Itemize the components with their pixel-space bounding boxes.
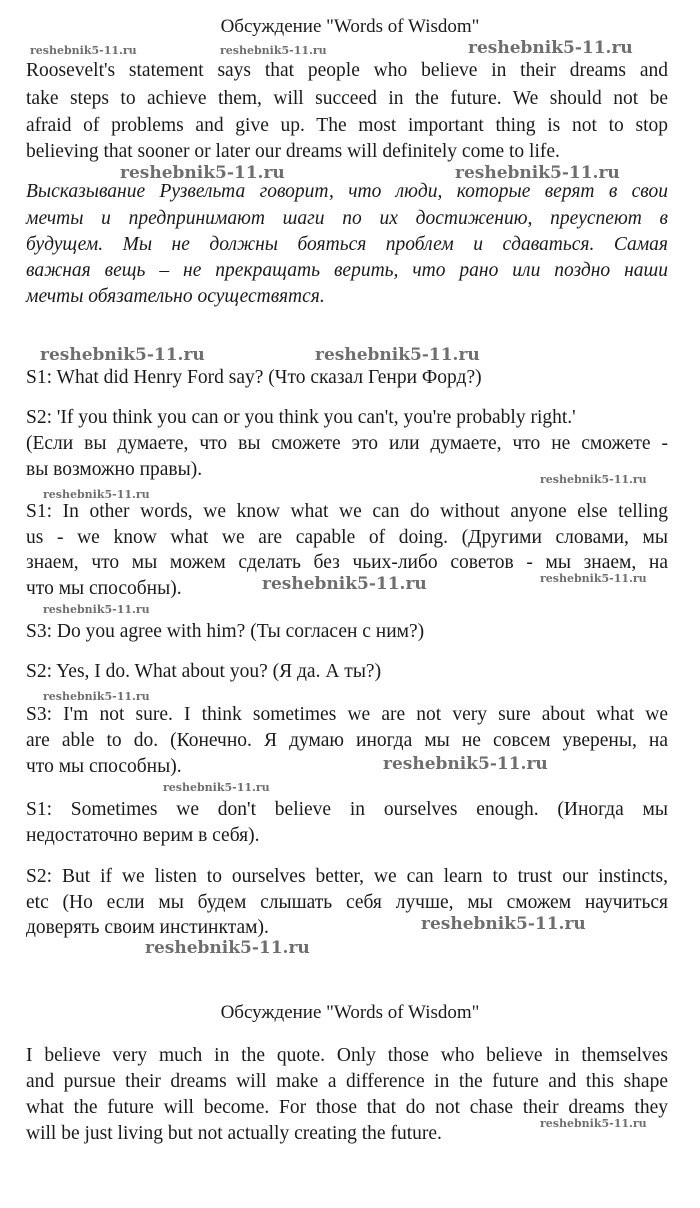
dialogue-line: недостаточно верим в себя).: [26, 825, 260, 846]
watermark: reshebnik5-11.ru: [163, 781, 270, 794]
dialogue-line: доверять своим инстинктам).: [26, 917, 269, 938]
english-line: what the future will become. For those that do not chase their dreams they: [26, 1097, 668, 1118]
watermark: reshebnik5-11.ru: [30, 44, 137, 57]
dialogue-line: что мы способны).: [26, 578, 182, 599]
english-line: will be just living but not actually creating the future.: [26, 1123, 442, 1144]
watermark: reshebnik5-11.ru: [145, 938, 310, 958]
dialogue-line: S2: Yes, I do. What about you? (Я да. А ты?): [26, 661, 382, 682]
dialogue-line: вы возможно правы).: [26, 459, 203, 480]
dialogue-line: S2: But if we listen to ourselves better, we can learn to trust our instincts,: [26, 866, 668, 887]
watermark: reshebnik5-11.ru: [43, 488, 150, 501]
dialogue-line: S1: In other words, we know what we can do without anyone else telling: [26, 501, 668, 522]
dialogue-line: S3: I'm not sure. I think sometimes we are not very sure about what we: [26, 704, 668, 725]
watermark: reshebnik5-11.ru: [540, 1117, 647, 1130]
dialogue-line: etc (Но если мы будем слышать себя лучше, мы сможем научиться: [26, 892, 668, 913]
dialogue-line: are able to do. (Конечно. Я думаю иногда мы не совсем уверены, на: [26, 730, 668, 751]
russian-line: важная вещь – не прекращать верить, что рано или поздно наши: [26, 260, 668, 281]
english-line: and pursue their dreams will make a difference in the future and this shape: [26, 1071, 668, 1092]
watermark: reshebnik5-11.ru: [262, 574, 427, 594]
dialogue-line: S2: 'If you think you can or you think you can't, you're probably right.': [26, 407, 576, 428]
english-line: afraid of problems and give up. The most important thing is not to stop: [26, 115, 668, 136]
english-line: Roosevelt's statement says that people who believe in their dreams and: [26, 60, 668, 81]
dialogue-line: S3: Do you agree with him? (Ты согласен с ним?): [26, 621, 425, 642]
watermark: reshebnik5-11.ru: [421, 914, 586, 934]
dialogue-line: S1: Sometimes we don't believe in ourselves enough. (Иногда мы: [26, 799, 668, 820]
watermark: reshebnik5-11.ru: [43, 690, 150, 703]
russian-line: Высказывание Рузвельта говорит, что люди, которые верят в свои: [26, 181, 668, 202]
english-line: believing that sooner or later our dreams will definitely come to life.: [26, 141, 560, 162]
section-title: Обсуждение "Words of Wisdom": [220, 16, 480, 37]
english-line: take steps to achieve them, will succeed in the future. We should not be: [26, 88, 668, 109]
russian-line: мечты обязательно осуществятся.: [26, 286, 325, 307]
dialogue-line: что мы способны).: [26, 756, 182, 777]
dialogue-line: S1: What did Henry Ford say? (Что сказал Генри Форд?): [26, 367, 482, 388]
dialogue-line: знаем, что мы можем сделать без чьих-либо советов - мы знаем, на: [26, 552, 668, 573]
russian-line: мечты и предпринимают шаги по их достижению, преуспеют в: [26, 208, 668, 229]
watermark: reshebnik5-11.ru: [43, 603, 150, 616]
dialogue-line: (Если вы думаете, что вы сможете это или думаете, что не сможете -: [26, 433, 668, 454]
watermark: reshebnik5-11.ru: [455, 163, 620, 183]
watermark: reshebnik5-11.ru: [315, 345, 480, 365]
english-line: I believe very much in the quote. Only those who believe in themselves: [26, 1045, 668, 1066]
watermark: reshebnik5-11.ru: [540, 572, 647, 585]
russian-line: будущем. Мы не должны бояться проблем и сдаваться. Самая: [26, 234, 668, 255]
section-title: Обсуждение "Words of Wisdom": [220, 1002, 480, 1023]
watermark: reshebnik5-11.ru: [383, 754, 548, 774]
watermark: reshebnik5-11.ru: [540, 473, 647, 486]
dialogue-line: us - we know what we are capable of doing. (Другими словами, мы: [26, 527, 668, 548]
watermark: reshebnik5-11.ru: [120, 163, 285, 183]
watermark: reshebnik5-11.ru: [468, 38, 633, 58]
watermark: reshebnik5-11.ru: [40, 345, 205, 365]
watermark: reshebnik5-11.ru: [220, 44, 327, 57]
